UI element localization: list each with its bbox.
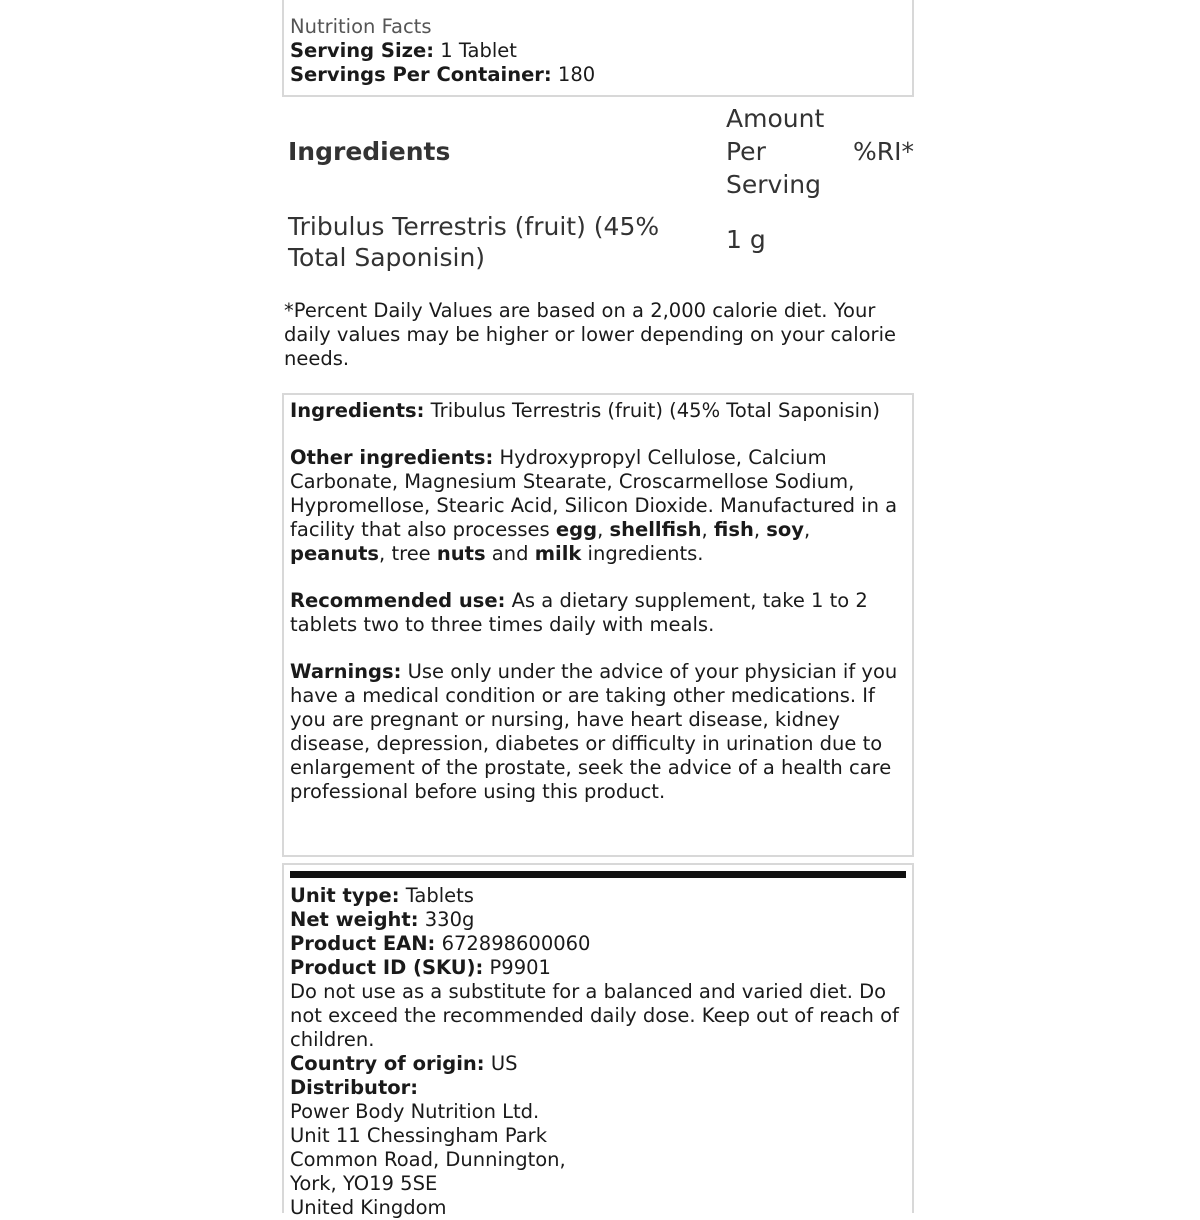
allergen-fish: fish	[713, 518, 754, 541]
distributor-address-line: Unit 11 Chessingham Park	[290, 1124, 547, 1147]
recommended-use-paragraph	[290, 589, 906, 637]
nutrition-facts-box	[282, 0, 914, 97]
warnings-text: Use only under the advice of your physician if you have a medical condition or are taking other medications. If you are pregnant or nursing, have heart disease, kidney disease, depression, diabetes or difficulty in urination due to enlargement of the prostate, seek the advice of a health care professional before using this product.	[290, 660, 898, 803]
sku-label: Product ID (SKU):	[290, 956, 484, 979]
other-ingredients-text: Hydroxypropyl Cellulose, Calcium Carbonate, Magnesium Stearate, Croscarmellose Sodium, Hypromellose, Stearic Acid, Silicon Dioxide. Manufactured in a facility that also processes	[290, 446, 898, 541]
net-weight-line	[290, 908, 906, 932]
column-header-amount: Amount Per Serving	[726, 103, 825, 199]
column-header-ri: %RI*	[853, 136, 914, 166]
serving-size-value: 1 Tablet	[440, 39, 517, 62]
allergen-nuts: nuts	[436, 542, 486, 565]
distributor-address-line: Common Road, Dunnington,	[290, 1148, 566, 1171]
ean-value: 672898600060	[441, 932, 591, 955]
servings-per-container-line	[290, 63, 906, 87]
warnings-label: Warnings:	[290, 660, 402, 683]
servings-per-container-value: 180	[557, 63, 596, 86]
text-ingredients-end: ingredients.	[587, 542, 704, 565]
serving-size-label: Serving Size:	[290, 39, 435, 62]
ingredient-name-cell: Tribulus Terrestris (fruit) (45% Total Saponisin)	[288, 212, 660, 272]
origin-line	[290, 1052, 906, 1076]
net-weight-label: Net weight:	[290, 908, 419, 931]
ingredients-label: Ingredients:	[290, 399, 425, 422]
serving-size-line	[290, 39, 906, 63]
allergen-milk: milk	[534, 542, 582, 565]
table-row	[282, 201, 914, 277]
distributor-label: Distributor:	[290, 1076, 419, 1099]
other-ingredients-paragraph: Other ingredients: Hydroxypropyl Cellulose, Calcium Carbonate, Magnesium Stearate, Croscarmellose Sodium, Hypromellose, Stearic Acid, Silicon Dioxide. Manufactured in a facility that also processes egg, shellfish, fish, soy, peanuts, tree nuts and milk ingredients.	[290, 446, 898, 565]
origin-value: US	[490, 1052, 518, 1075]
ean-label: Product EAN:	[290, 932, 436, 955]
other-ingredients-label: Other ingredients:	[290, 446, 494, 469]
origin-label: Country of origin:	[290, 1052, 485, 1075]
unit-type-line	[290, 884, 906, 908]
sku-value: P9901	[489, 956, 551, 979]
ingredients-paragraph	[290, 399, 906, 423]
unit-type-value: Tablets	[405, 884, 474, 907]
ingredient-ri-cell	[842, 201, 914, 277]
net-weight-value: 330g	[424, 908, 475, 931]
product-details-box	[282, 863, 914, 1219]
text-tree: tree	[391, 542, 431, 565]
sku-line	[290, 956, 906, 980]
ean-line	[290, 932, 906, 956]
allergen-shellfish: shellfish	[609, 518, 702, 541]
ingredient-amount-cell: 1 g	[726, 224, 766, 254]
column-header-ingredients: Ingredients	[288, 136, 451, 166]
distributor-address-line: York, YO19 5SE	[290, 1172, 438, 1195]
product-info-column	[282, 0, 914, 1219]
allergen-soy: soy	[766, 518, 804, 541]
ingredients-table-header	[282, 101, 914, 201]
nutrition-facts-title: Nutrition Facts	[290, 15, 432, 38]
disclaimer-text: Do not use as a substitute for a balanced and varied diet. Do not exceed the recommended daily dose. Keep out of reach of children.	[290, 980, 899, 1051]
ingredients-info-box	[282, 393, 914, 857]
allergen-peanuts: peanuts	[290, 542, 380, 565]
details-divider-rule	[290, 871, 906, 878]
daily-values-footnote: *Percent Daily Values are based on a 2,000 calorie diet. Your daily values may be higher or lower depending on your calorie needs.	[284, 299, 896, 370]
distributor-address-line: Power Body Nutrition Ltd.	[290, 1100, 540, 1123]
unit-type-label: Unit type:	[290, 884, 400, 907]
distributor-address-line: United Kingdom	[290, 1196, 447, 1219]
ingredients-table	[282, 101, 914, 277]
ingredients-text: Tribulus Terrestris (fruit) (45% Total Saponisin)	[430, 399, 880, 422]
warnings-paragraph	[290, 660, 906, 804]
text-and: and	[491, 542, 529, 565]
recommended-use-text: As a dietary supplement, take 1 to 2 tablets two to three times daily with meals.	[290, 589, 868, 636]
servings-per-container-label: Servings Per Container:	[290, 63, 552, 86]
recommended-use-label: Recommended use:	[290, 589, 506, 612]
allergen-egg: egg	[555, 518, 598, 541]
